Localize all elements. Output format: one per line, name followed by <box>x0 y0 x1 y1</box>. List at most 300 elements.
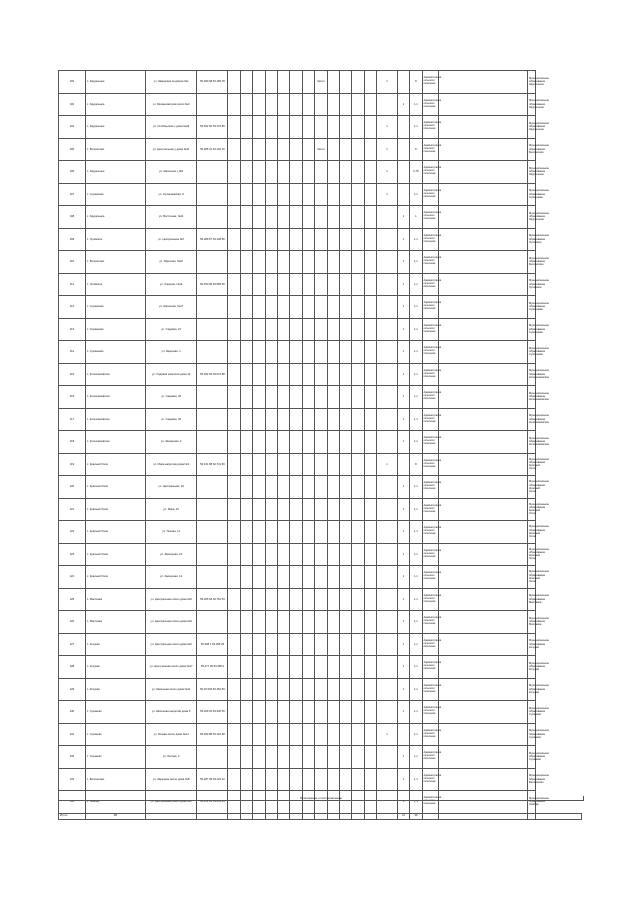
surface-material <box>315 386 327 409</box>
empty-cell <box>439 116 528 139</box>
coordinates <box>197 318 228 341</box>
coordinates <box>197 251 228 274</box>
settlement: с. Кочуево <box>85 633 145 656</box>
settlement: с. Красный Холм <box>85 521 145 544</box>
settlement: с. Суханово <box>85 723 145 746</box>
volume: 1,1 <box>410 341 422 364</box>
empty-cell <box>253 813 265 819</box>
empty-cell <box>364 678 376 701</box>
empty-cell <box>364 521 376 544</box>
volume: 8 <box>410 138 422 161</box>
empty-cell <box>228 251 240 274</box>
count-a <box>377 296 398 319</box>
empty-cell <box>339 498 351 521</box>
owner: Муниципальное образование Чембар <box>528 791 536 814</box>
count-b: 1 <box>397 701 409 724</box>
empty-cell <box>327 543 339 566</box>
empty-cell <box>352 768 364 791</box>
empty-cell <box>240 453 252 476</box>
organization: Администрация сельского поселения <box>422 228 439 251</box>
empty-cell <box>352 296 364 319</box>
empty-cell <box>290 386 302 409</box>
empty-cell <box>327 431 339 454</box>
empty-cell <box>290 318 302 341</box>
empty-cell <box>228 93 240 116</box>
empty-cell <box>364 566 376 589</box>
empty-cell <box>339 813 351 819</box>
address: ул. Озерная, №14 <box>145 273 197 296</box>
empty-cell <box>364 701 376 724</box>
organization: Администрация сельского поселения <box>422 453 439 476</box>
count-a <box>377 341 398 364</box>
empty-cell <box>339 116 351 139</box>
empty-cell <box>364 341 376 364</box>
empty-cell <box>265 161 277 184</box>
count-b: 1 <box>397 228 409 251</box>
table-row <box>59 206 582 229</box>
empty-cell <box>265 633 277 656</box>
empty-cell <box>327 296 339 319</box>
empty-cell <box>352 723 364 746</box>
surface-material <box>315 363 327 386</box>
count-a <box>377 701 398 724</box>
count-a <box>377 746 398 769</box>
coordinates <box>197 566 228 589</box>
address: ул. Мира, 15 <box>145 498 197 521</box>
organization: Администрация сельского поселения <box>422 71 439 94</box>
empty-cell <box>339 746 351 769</box>
empty-cell <box>278 71 290 94</box>
empty-cell <box>240 116 252 139</box>
empty-cell <box>278 543 290 566</box>
row-number: 116 <box>59 386 86 409</box>
empty-cell <box>228 453 240 476</box>
table-row <box>59 723 582 746</box>
empty-cell <box>278 228 290 251</box>
empty-cell <box>278 701 290 724</box>
count-a <box>377 656 398 679</box>
settlement: с. Чембар <box>85 791 145 814</box>
empty-cell <box>302 431 314 454</box>
settlement: с. Зауральное <box>85 161 145 184</box>
empty-cell <box>265 251 277 274</box>
surface-material: бетон <box>315 71 327 94</box>
settlement: с. Кочуево <box>85 656 145 679</box>
empty-cell <box>278 138 290 161</box>
organization: Администрация сельского поселения <box>422 183 439 206</box>
empty-cell <box>265 431 277 454</box>
empty-cell <box>339 296 351 319</box>
empty-cell <box>352 678 364 701</box>
settlement: с. Колесниковское <box>85 363 145 386</box>
organization: Администрация сельского поселения <box>422 161 439 184</box>
empty-cell <box>302 768 314 791</box>
empty-cell <box>278 791 290 814</box>
coordinates: 56.250 96 63.058 96 <box>197 273 228 296</box>
empty-cell <box>302 678 314 701</box>
coordinates: 56.287 99 63.123 42 <box>197 768 228 791</box>
empty-cell <box>364 453 376 476</box>
empty-cell <box>439 678 528 701</box>
organization: Администрация сельского поселения <box>422 701 439 724</box>
table-row <box>59 296 582 319</box>
empty-cell <box>253 206 265 229</box>
empty-cell <box>439 431 528 454</box>
empty-cell <box>290 228 302 251</box>
owner: Муниципальное образование Зауральное <box>528 206 536 229</box>
organization: Администрация сельского поселения <box>422 363 439 386</box>
empty-cell <box>439 228 528 251</box>
count-a <box>377 93 398 116</box>
coordinates <box>197 161 228 184</box>
coordinates <box>197 611 228 634</box>
empty-cell <box>290 363 302 386</box>
empty-cell <box>352 183 364 206</box>
organization: Администрация сельского поселения <box>422 296 439 319</box>
row-number: 120 <box>59 476 86 499</box>
empty-cell <box>290 588 302 611</box>
empty-cell <box>302 476 314 499</box>
count-a <box>377 476 398 499</box>
empty-cell <box>265 296 277 319</box>
empty-cell <box>352 521 364 544</box>
empty-cell <box>228 701 240 724</box>
empty-cell <box>339 791 351 814</box>
empty-cell <box>536 813 582 819</box>
organization: Администрация сельского поселения <box>422 566 439 589</box>
row-number: 131 <box>59 723 86 746</box>
empty-cell <box>364 116 376 139</box>
empty-cell <box>439 161 528 184</box>
empty-cell <box>290 476 302 499</box>
empty-cell <box>439 206 528 229</box>
empty-cell <box>352 453 364 476</box>
empty-cell <box>290 521 302 544</box>
empty-cell <box>302 588 314 611</box>
empty-cell <box>364 746 376 769</box>
empty-cell <box>240 386 252 409</box>
empty-cell <box>278 408 290 431</box>
empty-cell <box>290 543 302 566</box>
count-b: 1 <box>397 521 409 544</box>
empty-cell <box>439 566 528 589</box>
empty-cell <box>240 341 252 364</box>
empty-cell <box>265 453 277 476</box>
empty-cell <box>278 341 290 364</box>
empty-cell <box>352 656 364 679</box>
surface-material <box>315 296 327 319</box>
count-b: 1 <box>397 273 409 296</box>
address: ул. Садовая, 26 <box>145 386 197 409</box>
settlement: с. Сухменево <box>85 183 145 206</box>
count-a <box>377 228 398 251</box>
owner: Муниципальное образование Красный Холм <box>528 498 536 521</box>
volume: 1,1 <box>410 746 422 769</box>
empty-cell <box>339 273 351 296</box>
empty-cell <box>253 161 265 184</box>
count-b <box>397 453 409 476</box>
empty-cell <box>439 498 528 521</box>
address: ул. Мира напротив дома №3 <box>145 453 197 476</box>
count-b <box>397 183 409 206</box>
empty-cell <box>228 206 240 229</box>
count-b: 1 <box>397 206 409 229</box>
table-row <box>59 476 582 499</box>
empty-cell <box>278 746 290 769</box>
address: ул. Центральная у дома №11 <box>145 138 197 161</box>
empty-cell <box>253 701 265 724</box>
empty-cell <box>339 161 351 184</box>
count-b <box>397 116 409 139</box>
address: ул. Заводская за домом №1 <box>145 71 197 94</box>
document-table-wrapper <box>58 70 582 820</box>
empty-cell <box>352 138 364 161</box>
empty-cell <box>228 431 240 454</box>
settlement: с. Суханово <box>85 701 145 724</box>
empty-cell <box>240 611 252 634</box>
coordinates: 56.289 87 63.148 80 <box>197 228 228 251</box>
empty-cell <box>352 318 364 341</box>
empty-cell <box>290 746 302 769</box>
empty-cell <box>302 341 314 364</box>
empty-cell <box>377 813 398 819</box>
volume: 1,1 <box>410 251 422 274</box>
volume: 1,1 <box>410 498 422 521</box>
empty-cell <box>439 363 528 386</box>
empty-cell <box>240 228 252 251</box>
empty-cell <box>290 656 302 679</box>
owner: Муниципальное образование Красный Холм <box>528 476 536 499</box>
empty-cell <box>290 273 302 296</box>
empty-cell <box>439 543 528 566</box>
empty-cell <box>265 183 277 206</box>
volume: 8 <box>410 453 422 476</box>
empty-cell <box>352 611 364 634</box>
settlement: с. Красный Холм <box>85 566 145 589</box>
empty-cell <box>339 363 351 386</box>
surface-material <box>315 723 327 746</box>
empty-cell <box>352 341 364 364</box>
empty-cell <box>240 746 252 769</box>
empty-cell <box>228 318 240 341</box>
empty-cell <box>339 521 351 544</box>
volume: 1,1 <box>410 116 422 139</box>
count-b: 1 <box>397 498 409 521</box>
empty-cell <box>352 701 364 724</box>
owner: Муниципальное образование Зауральное <box>528 116 536 139</box>
empty-cell <box>302 566 314 589</box>
settlement: с. Зауральное <box>85 93 145 116</box>
table-row <box>59 183 582 206</box>
organization: Администрация сельского поселения <box>422 588 439 611</box>
empty-cell <box>228 521 240 544</box>
owner: Муниципальное образование Сухменево <box>528 183 536 206</box>
empty-cell <box>439 453 528 476</box>
empty-cell <box>352 476 364 499</box>
coordinates: 56.268 1 63.263 25 <box>197 633 228 656</box>
count-a: 1 <box>377 116 398 139</box>
empty-cell <box>240 273 252 296</box>
empty-cell <box>339 206 351 229</box>
owner: Муниципальное образование Зауральное <box>528 161 536 184</box>
empty-cell <box>364 498 376 521</box>
count-b <box>397 71 409 94</box>
empty-cell <box>364 296 376 319</box>
empty-cell <box>253 543 265 566</box>
owner: Муниципальное образование Луговское <box>528 228 536 251</box>
empty-cell <box>253 431 265 454</box>
table-row <box>59 746 582 769</box>
settlement: с. Колесниковское <box>85 431 145 454</box>
volume: 1,1 <box>410 363 422 386</box>
coordinates <box>197 431 228 454</box>
surface-material <box>315 228 327 251</box>
empty-cell <box>364 813 376 819</box>
empty-cell <box>253 318 265 341</box>
count-a: 1 <box>377 71 398 94</box>
address: ул. Центральная, 22 <box>145 476 197 499</box>
coordinates: 56.152 93 63.041 24 <box>197 791 228 814</box>
empty-cell <box>327 678 339 701</box>
organization: Администрация сельского поселения <box>422 206 439 229</box>
empty-cell <box>240 566 252 589</box>
empty-cell <box>364 206 376 229</box>
empty-cell <box>253 633 265 656</box>
address: ул. Заречная, 1 <box>145 341 197 364</box>
empty-cell <box>439 746 528 769</box>
empty-cell <box>228 633 240 656</box>
owner: Муниципальное образование Суханово <box>528 746 536 769</box>
count-b: 1 <box>397 588 409 611</box>
organization: Администрация сельского поселения <box>422 431 439 454</box>
empty-cell <box>228 408 240 431</box>
empty-cell <box>352 633 364 656</box>
surface-material <box>315 431 327 454</box>
empty-cell <box>364 611 376 634</box>
empty-cell <box>265 93 277 116</box>
coordinates: 56.269 04 63.230 65 <box>197 701 228 724</box>
empty-cell <box>290 633 302 656</box>
empty-cell <box>253 363 265 386</box>
count-b: 1 <box>397 251 409 274</box>
table-row <box>59 251 582 274</box>
surface-material <box>315 273 327 296</box>
count-b: 1 <box>397 543 409 566</box>
count-b: 1 <box>397 363 409 386</box>
empty-cell <box>339 453 351 476</box>
empty-cell <box>302 93 314 116</box>
coordinates <box>197 341 228 364</box>
row-number: 106 <box>59 161 86 184</box>
empty-cell <box>253 746 265 769</box>
empty-cell <box>352 588 364 611</box>
row-number: 114 <box>59 341 86 364</box>
address: ул. Центральная около дома №17 <box>145 656 197 679</box>
count-a: 1 <box>377 453 398 476</box>
empty-cell <box>339 228 351 251</box>
registry-table <box>58 70 582 820</box>
row-number: 122 <box>59 521 86 544</box>
empty-cell <box>327 521 339 544</box>
coordinates <box>197 386 228 409</box>
empty-cell <box>253 116 265 139</box>
count-a <box>377 273 398 296</box>
count-b: 1 <box>397 341 409 364</box>
empty-cell <box>364 633 376 656</box>
empty-cell <box>352 363 364 386</box>
empty-cell <box>339 318 351 341</box>
row-number: 104 <box>59 116 86 139</box>
empty-cell <box>439 183 528 206</box>
empty-cell <box>339 678 351 701</box>
count-b: 1 <box>397 746 409 769</box>
organization: Администрация сельского поселения <box>422 318 439 341</box>
empty-cell <box>364 386 376 409</box>
count-b: 1 <box>397 768 409 791</box>
empty-cell <box>265 701 277 724</box>
empty-cell <box>364 656 376 679</box>
empty-cell <box>278 476 290 499</box>
row-number: 107 <box>59 183 86 206</box>
count-b: 1 <box>397 566 409 589</box>
empty-cell <box>439 93 528 116</box>
empty-cell <box>302 183 314 206</box>
empty-cell <box>364 138 376 161</box>
empty-cell <box>278 318 290 341</box>
empty-cell <box>265 498 277 521</box>
empty-cell <box>290 251 302 274</box>
empty-cell <box>265 273 277 296</box>
settlement: с. Красный Холм <box>85 498 145 521</box>
settlement: с. Белоногово <box>85 138 145 161</box>
row-number: 132 <box>59 746 86 769</box>
address: ул. Садовая напротив дома 14 <box>145 363 197 386</box>
empty-cell <box>364 723 376 746</box>
empty-cell <box>352 116 364 139</box>
empty-cell <box>240 768 252 791</box>
empty-cell <box>352 408 364 431</box>
volume: 1,1 <box>410 678 422 701</box>
empty-cell <box>327 566 339 589</box>
count-b: 1 <box>397 93 409 116</box>
coordinates <box>197 206 228 229</box>
empty-cell <box>228 116 240 139</box>
empty-cell <box>364 183 376 206</box>
empty-cell <box>228 183 240 206</box>
empty-cell <box>265 656 277 679</box>
owner: Муниципальное образование Колесниковское <box>528 408 536 431</box>
table-row <box>59 71 582 94</box>
empty-cell <box>352 543 364 566</box>
empty-cell <box>352 71 364 94</box>
empty-cell <box>253 183 265 206</box>
empty-cell <box>364 791 376 814</box>
volume: 1,1 <box>410 93 422 116</box>
volume: 1,1 <box>410 386 422 409</box>
row-number: 108 <box>59 206 86 229</box>
count-a <box>377 678 398 701</box>
empty-cell <box>278 161 290 184</box>
empty-cell <box>228 138 240 161</box>
empty-cell <box>352 498 364 521</box>
empty-cell <box>228 386 240 409</box>
empty-cell <box>439 408 528 431</box>
address: ул. Центральная около дома №9 <box>145 611 197 634</box>
organization: Администрация сельского поселения <box>422 408 439 431</box>
surface-material <box>315 408 327 431</box>
volume: 1,1 <box>410 791 422 814</box>
empty-cell <box>197 813 228 819</box>
